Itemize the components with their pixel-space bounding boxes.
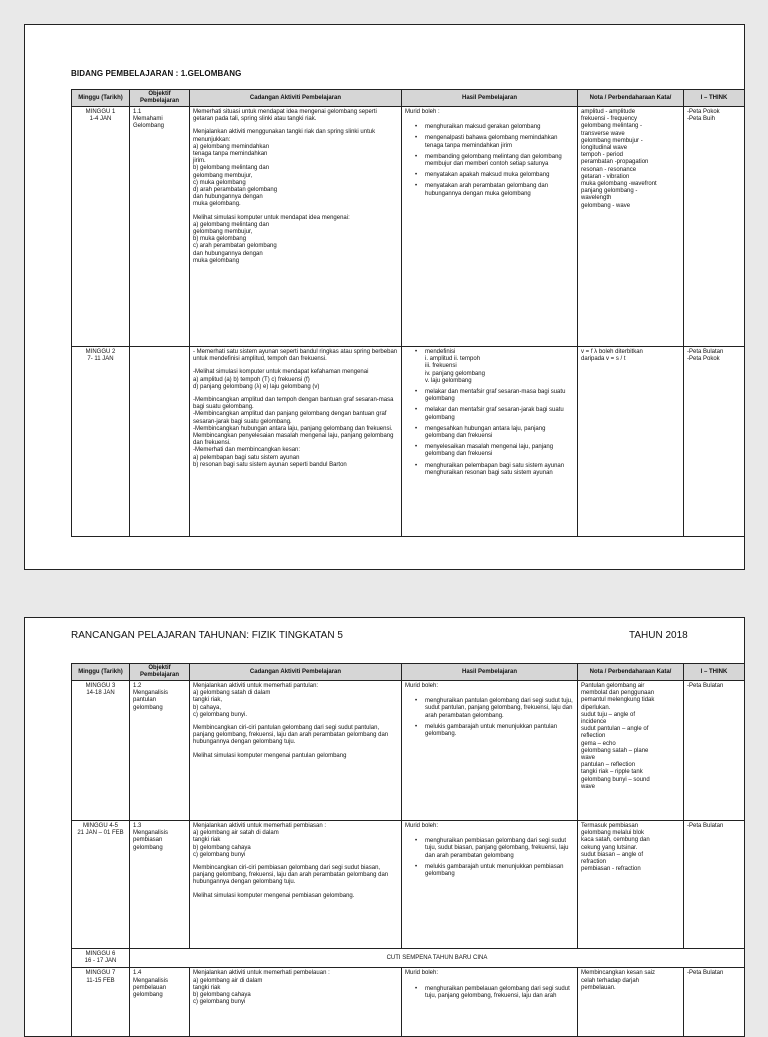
note-line: panjang gelombang - bbox=[581, 188, 638, 195]
objective-cell bbox=[130, 347, 190, 537]
note-line: cekung yang lutsinar. bbox=[581, 844, 638, 851]
notes-cell bbox=[578, 821, 684, 949]
outcome-item: • menghuraikan pelembapan bagi satu sistem ayunan menghuraikan resonan bagi satu sistem ayunan bbox=[415, 463, 574, 477]
table-row bbox=[72, 821, 745, 949]
activities-cell bbox=[190, 681, 402, 821]
table-row bbox=[72, 949, 745, 968]
column-header: I – THINK bbox=[684, 664, 745, 681]
note-line: wave bbox=[581, 755, 596, 762]
column-header: I – THINK bbox=[684, 90, 745, 107]
column-header: Cadangan Aktiviti Pembelajaran bbox=[190, 90, 402, 107]
outcome-intro: Murid boleh : bbox=[405, 109, 440, 115]
outcome-item: • menyelesaikan masalah mengenai laju, panjang gelombang dan frekuensi bbox=[415, 444, 574, 458]
note-line: refraction bbox=[581, 859, 607, 866]
note-line: frekuensi - frequency bbox=[581, 116, 638, 123]
note-line: transverse wave bbox=[581, 130, 625, 137]
outcome-item: • mengesahkan hubungan antara laju, panjang gelombang dan frekuensi bbox=[415, 426, 574, 440]
outcome-item: • melukis gambarajah untuk menunjukkan pantulan gelombang. bbox=[415, 724, 574, 738]
note-line: sudut biasan – angle of bbox=[581, 851, 644, 858]
document-page-1 bbox=[24, 24, 745, 570]
table-header-row bbox=[72, 90, 745, 107]
activities-cell bbox=[190, 107, 402, 347]
note-line: pembelauan. bbox=[581, 984, 616, 991]
objective-cell: 1.4 Menganalisis pembelauan gelombang bbox=[130, 968, 190, 1037]
outcome-list bbox=[405, 838, 574, 878]
note-line: v = f λ boleh diterbitkan bbox=[581, 349, 643, 355]
column-header: Minggu (Tarikh) bbox=[72, 664, 130, 681]
ithink-cell: -Peta Bulatan -Peta Pokok bbox=[684, 347, 745, 537]
activities-cell bbox=[190, 821, 402, 949]
outcome-item: • melakar dan mentafsir graf sesaran-masa bagi suatu gelombang bbox=[415, 389, 574, 403]
note-line: getaran - vibration bbox=[581, 173, 630, 180]
outcome-list bbox=[405, 698, 574, 738]
lesson-plan-table bbox=[71, 663, 745, 1037]
outcome-intro: Murid boleh: bbox=[405, 970, 439, 977]
column-header: Cadangan Aktiviti Pembelajaran bbox=[190, 664, 402, 681]
outcomes-cell bbox=[402, 968, 578, 1037]
column-header: Hasil Pembelajaran bbox=[402, 664, 578, 681]
ithink-cell: -Peta Bulatan bbox=[684, 821, 745, 949]
note-line: amplitud - amplitude bbox=[581, 109, 636, 115]
outcome-list bbox=[405, 124, 574, 198]
notes-cell bbox=[578, 107, 684, 347]
note-line: gema – echo bbox=[581, 740, 616, 747]
document-title: RANCANGAN PELAJARAN TAHUNAN: FIZIK TINGKATAN 5 bbox=[71, 630, 343, 641]
note-line: sudut pantulan – angle of bbox=[581, 726, 649, 733]
outcomes-cell bbox=[402, 107, 578, 347]
week-cell: MINGGU 1 1-4 JAN bbox=[72, 107, 130, 347]
holiday-cell: CUTI SEMPENA TAHUN BARU CINA bbox=[130, 949, 745, 968]
column-header: Objektif Pembelajaran bbox=[130, 664, 190, 681]
table-row bbox=[72, 107, 745, 347]
note-line: celah terhadap darjah bbox=[581, 977, 640, 984]
ithink-cell: -Peta Bulatan bbox=[684, 681, 745, 821]
outcomes-cell bbox=[402, 347, 578, 537]
activity-paragraph: Melihat simulasi komputer untuk mendapat idea mengenai: a) gelombang melintang dan gelombang membujur, b) muka gelombang c) arah perambatan gelombang dan hubungannya dengan muka gelombang bbox=[193, 214, 350, 264]
outcome-list bbox=[405, 349, 574, 477]
outcome-item: • melukis gambarajah untuk menunjukkan pembiasan gelombang bbox=[415, 864, 574, 878]
activity-paragraph: Menjalankan aktiviti menggunakan tangki riak dan spring slinki untuk menunjukkan: a) gelombang memindahkan tenaga tanpa memindahkan jirim. b) gelombang melintang dan gelombang membujur, c) muka gelombang d) arah perambatan gelombang dan hubungannya dengan muka gelombang. bbox=[193, 129, 376, 208]
outcome-list bbox=[405, 986, 574, 1000]
ithink-cell: -Peta Pokok -Peta Buih bbox=[684, 107, 745, 347]
column-header: Nota / Perbendaharaan Kata/ bbox=[578, 90, 684, 107]
note-line: wave bbox=[581, 783, 596, 790]
activities-cell bbox=[190, 968, 402, 1037]
outcome-item: • menghuraikan maksud gerakan gelombang bbox=[415, 124, 574, 131]
activity-paragraph: Melihat simulasi komputer mengenai pembiasan gelombang. bbox=[193, 892, 355, 899]
note-line: gelombang satah – plane bbox=[581, 747, 649, 754]
note-line: resonan - resonance bbox=[581, 166, 637, 173]
note-line: gelombang - wave bbox=[581, 202, 631, 209]
document-year: TAHUN 2018 bbox=[629, 630, 688, 641]
column-header: Hasil Pembelajaran bbox=[402, 90, 578, 107]
note-line: gelombang membujur - bbox=[581, 137, 643, 144]
table-header-row bbox=[72, 664, 745, 681]
column-header: Nota / Perbendaharaan Kata/ bbox=[578, 664, 684, 681]
note-line: daripada v = s / t bbox=[581, 356, 626, 363]
note-line: pembiasan - refraction bbox=[581, 866, 641, 873]
note-line: gelombang bunyi – sound bbox=[581, 776, 650, 783]
week-cell: MINGGU 3 14-18 JAN bbox=[72, 681, 130, 821]
section-heading: BIDANG PEMBELAJARAN : 1.GELOMBANG bbox=[71, 69, 242, 78]
note-line: Pantulan gelombang air bbox=[581, 683, 645, 689]
activity-paragraph: Menjalankan aktiviti untuk memerhati pembelauan : a) gelombang air di dalam tangki riak b) gelombang cahaya c) gelombang bunyi bbox=[193, 970, 330, 1006]
note-line: gelombang melintang - bbox=[581, 123, 643, 130]
activities-cell bbox=[190, 347, 402, 537]
outcome-item: • menghuraikan pantulan gelombang dari segi sudut tuju, sudut pantulan, panjang gelombang, frekuensi, laju dan arah perambatan gelombang. bbox=[415, 698, 574, 720]
week-cell: MINGGU 7 11-15 FEB bbox=[72, 968, 130, 1037]
outcomes-cell bbox=[402, 821, 578, 949]
note-line: diperlukan. bbox=[581, 704, 611, 711]
note-line: perambatan -propagation bbox=[581, 159, 649, 166]
note-line: incidence bbox=[581, 719, 607, 726]
note-line: tempoh - period bbox=[581, 152, 624, 159]
activity-paragraph: Membincangkan ciri-ciri pembiasan gelombang dari segi sudut biasan, panjang gelombang, frekuensi, laju dan arah perambatan gelombang dan hubungannya dengan gelombang tuju. bbox=[193, 865, 389, 886]
outcomes-cell bbox=[402, 681, 578, 821]
outcome-intro: Murid boleh: bbox=[405, 683, 439, 689]
activity-paragraph: Menjalankan aktiviti untuk memerhati pembiasan : a) gelombang air satah di dalam tangki riak b) gelombang cahaya c) gelombang bunyi bbox=[193, 823, 327, 858]
outcome-item: • menghuraikan pembiasan gelombang dari segi sudut tuju, sudut biasan, panjang gelombang, frekuensi, laju dan arah perambatan gelombang bbox=[415, 838, 574, 860]
note-line: tangki riak – ripple tank bbox=[581, 769, 643, 776]
column-header: Minggu (Tarikh) bbox=[72, 90, 130, 107]
outcome-intro: Murid boleh: bbox=[405, 823, 439, 829]
document-page-2 bbox=[24, 617, 745, 1037]
note-line: wavelength bbox=[581, 195, 612, 202]
note-line: Termasuk pembiasan bbox=[581, 823, 639, 829]
outcome-item: • menghuraikan pembelauan gelombang dari segi sudut tuju, panjang gelombang, frekuensi, laju dan arah bbox=[415, 986, 574, 1000]
activity-paragraph: Menjalankan aktiviti untuk memerhati pantulan: a) gelombang satah di dalam tangki riak, b) cahaya, c) gelombang bunyi. bbox=[193, 683, 319, 718]
outcome-item: • menyatakan arah perambatan gelombang dan hubungannya dengan muka gelombang bbox=[415, 183, 574, 197]
note-line: membolat dan penggunaan bbox=[581, 690, 655, 697]
activity-paragraph: -Melihat simulasi komputer untuk mendapat kefahaman mengenai a) amplitud (a) b) tempoh (T) c) frekuensi (f) d) panjang gelombang (λ) e) laju gelombang (v) bbox=[193, 369, 369, 390]
outcome-item: • membanding gelombang melintang dan gelombang membujur dan memberi contoh setiap satunya bbox=[415, 154, 574, 168]
note-line: sudut tuju – angle of bbox=[581, 711, 636, 718]
outcome-item: • mendefinisi i. amplitud ii. tempoh iii. frekuensi iv. panjang gelombang v. laju gelombang bbox=[415, 349, 574, 385]
notes-cell bbox=[578, 347, 684, 537]
activity-paragraph: Melihat simulasi komputer mengenai pantulan gelombang bbox=[193, 752, 347, 759]
activity-paragraph: - Memerhati satu sistem ayunan seperti bandul ringkas atau spring berbeban untuk mendefinisi amplitud, tempoh dan frekuensi. bbox=[193, 349, 398, 363]
note-line: longitudinal wave bbox=[581, 145, 628, 152]
table-row bbox=[72, 347, 745, 537]
lesson-plan-table bbox=[71, 89, 745, 537]
outcome-item: • melakar dan mentafsir graf sesaran-jarak bagi suatu gelombang bbox=[415, 407, 574, 421]
activity-paragraph: -Membincangkan amplitud dan tempoh dengan bantuan graf sesaran-masa bagi suatu gelombang. -Membincangkan amplitud dan panjang gelombang dengan bantuan graf sesaran-jarak bagi suatu gelombang. -Membincangkan hubungan antara laju, panjang gelombang dan frekuensi. Membincangkan penyelesaian masalah mengenai laju, panjang gelombang dan frekuensi. -Memerhati dan membincangkan kesan: a) pelembapan bagi satu sistem ayunan b) resonan bagi satu sistem ayunan seperti bandul Barton bbox=[193, 397, 394, 468]
outcome-item: • mengenalpasti bahawa gelombang memindahkan tenaga tanpa memindahkan jirim bbox=[415, 135, 574, 149]
objective-cell: 1.2 Menganalisis pantulan gelombang bbox=[130, 681, 190, 821]
notes-cell bbox=[578, 968, 684, 1037]
note-line: Membincangkan kesan saiz bbox=[581, 970, 656, 977]
week-cell: MINGGU 6 16 - 17 JAN bbox=[72, 949, 130, 968]
week-cell: MINGGU 2 7- 11 JAN bbox=[72, 347, 130, 537]
activity-paragraph: Memerhati situasi untuk mendapat idea mengenai gelombang seperti getaran pada tali, spring slinki atau tangki riak. bbox=[193, 109, 377, 123]
note-line: kaca satah, cembung dan bbox=[581, 837, 650, 844]
column-header: Objektif Pembelajaran bbox=[130, 90, 190, 107]
objective-cell: 1.1 Memahami Gelombang bbox=[130, 107, 190, 347]
note-line: muka gelombang -wavefront bbox=[581, 181, 657, 188]
ithink-cell: -Peta Bulatan bbox=[684, 968, 745, 1037]
table-row bbox=[72, 681, 745, 821]
note-line: pemantul melengkung tidak bbox=[581, 697, 655, 704]
table-row bbox=[72, 968, 745, 1037]
outcome-item: • menyatakan apakah maksud muka gelombang bbox=[415, 172, 574, 179]
note-line: reflection bbox=[581, 733, 606, 740]
week-cell: MINGGU 4-5 21 JAN – 01 FEB bbox=[72, 821, 130, 949]
activity-paragraph: Membincangkan ciri-ciri pantulan gelombang dari segi sudut pantulan, panjang gelombang, frekuensi, laju dan arah perambatan gelombang dan hubungannya dengan gelombang tuju. bbox=[193, 725, 389, 746]
note-line: gelombang melalui blok bbox=[581, 830, 645, 837]
note-line: pantulan – reflection bbox=[581, 762, 636, 769]
objective-cell: 1.3 Menganalisis pembiasan gelombang bbox=[130, 821, 190, 949]
notes-cell bbox=[578, 681, 684, 821]
